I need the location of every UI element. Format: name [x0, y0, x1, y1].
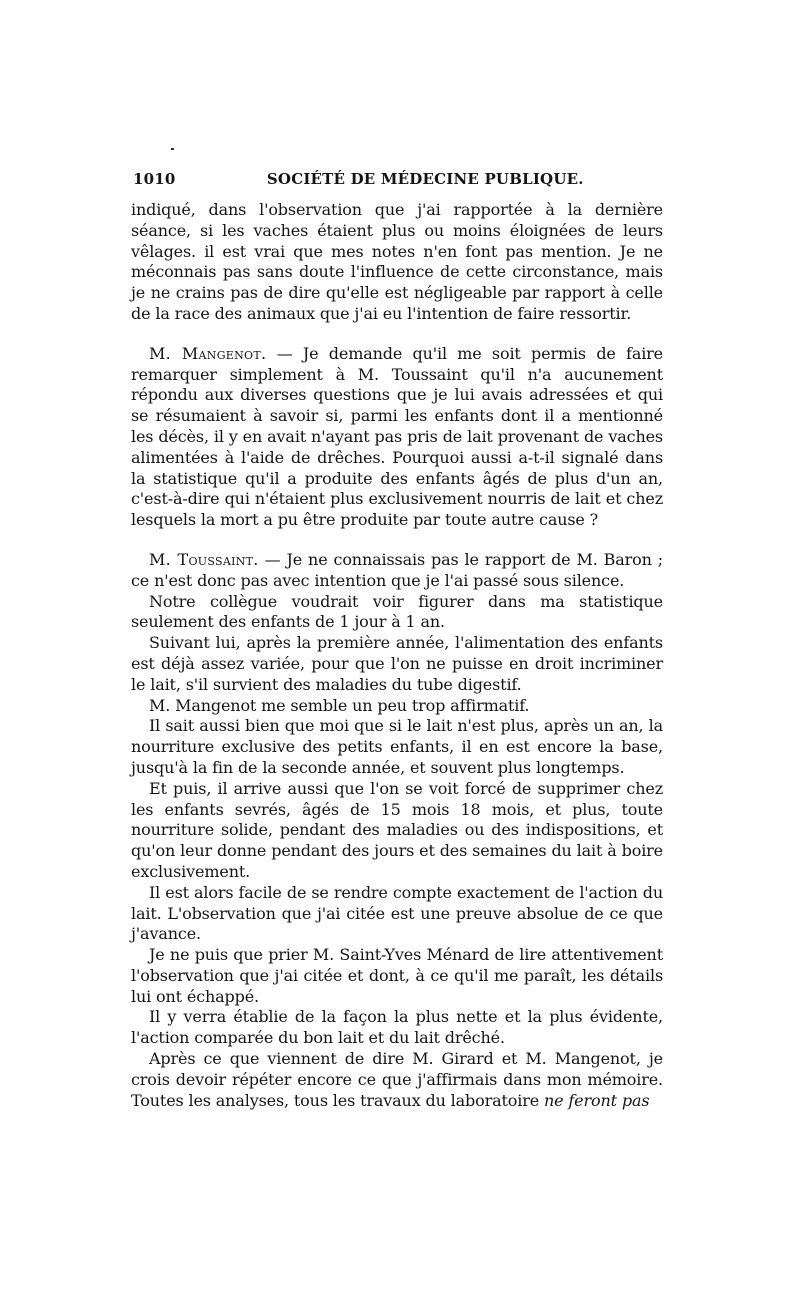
- paragraph-final: [131, 1049, 663, 1111]
- paragraph-text: Après ce que viennent de dire M. Girard et M. Mangenot, je crois devoir répéter encore ce que j'affirmais dans mon mémoire. Toutes les analyses, tous les travaux du laboratoire: [131, 1049, 663, 1110]
- speaker-name: M. Toussaint.: [149, 549, 259, 569]
- paragraph: Je ne puis que prier M. Saint-Yves Ménard de lire attentivement l'observation que j'ai citée et dont, à ce qu'il me paraît, les détails lui ont échappé.: [131, 945, 663, 1006]
- paragraph: Notre collègue voudrait voir figurer dans ma statistique seulement des enfants de 1 jour à 1 an.: [131, 591, 663, 632]
- paragraph: Il sait aussi bien que moi que si le lait n'est plus, après un an, la nourriture exclusive des petits enfants, il en est encore la base, jusqu'à la fin de la seconde année, et souvent plus longtemps.: [131, 716, 663, 777]
- italic-text: ne feront pas: [544, 1090, 650, 1110]
- paragraph-continued: indiqué, dans l'observation que j'ai rapportée à la dernière séance, si les vaches étaient plus ou moins éloignées de leurs vêlages. il est vrai que mes notes n'en font pas mention. Je ne méconnais pas sans doute l'influence de cette circonstance, mais je ne crains pas de dire qu'elle est négligeable par rapport à celle de la race des animaux que j'ai eu l'intention de faire ressortir.: [131, 200, 663, 323]
- paragraph: Il est alors facile de se rendre compte exactement de l'action du lait. L'observation que j'ai citée est une preuve absolue de ce que j'avance.: [131, 882, 663, 944]
- print-speck: [171, 148, 174, 150]
- paragraph: Il y verra établie de la façon la plus nette et la plus évidente, l'action comparée du bon lait et du lait drêché.: [131, 1007, 663, 1048]
- speaker-name: M. Mangenot.: [149, 343, 267, 363]
- paragraph: M. Mangenot me semble un peu trop affirmatif.: [149, 695, 530, 715]
- paragraph-text: — Je demande qu'il me soit permis de faire remarquer simplement à M. Toussaint qu'il n'a aucunement répondu aux diverses questions que je lui avais adressées et qui se résumaient à savoir si, parmi les enfants dont il a mentionné les décès, il y en avait n'ayant pas pris de lait provenant de vaches alimentées à l'aide de drêches. Pourquoi aussi a-t-il signalé dans la statistique qu'il a produite des enfants âgés de plus d'un an, c'est-à-dire qui n'étaient plus exclusivement nourris de lait et chez lesquels la mort a pu être produite par toute autre cause ?: [131, 343, 663, 530]
- paragraph-text: — Je ne connaissais pas le rapport de M. Baron ; ce n'est donc pas avec intention que je l'ai passé sous silence.: [131, 549, 663, 590]
- running-title: SOCIÉTÉ DE MÉDECINE PUBLIQUE.: [266, 170, 584, 188]
- page-number: 1010: [133, 170, 176, 188]
- paragraph: Suivant lui, après la première année, l'alimentation des enfants est déjà assez variée, pour que l'on ne puisse en droit incriminer le lait, s'il survient des maladies du tube digestif.: [131, 633, 663, 694]
- paragraph-mangenot: [131, 344, 663, 531]
- running-header: [133, 170, 663, 200]
- paragraph: Et puis, il arrive aussi que l'on se voit forcé de supprimer chez les enfants sevrés, âgés de 15 mois 18 mois, et plus, toute nourriture solide, pendant des maladies ou des indispositions, et qu'on leur donne pendant des jours et des semaines du lait à boire exclusivement.: [131, 778, 663, 881]
- paragraph-toussaint: [131, 550, 663, 592]
- page-body: [131, 170, 663, 1111]
